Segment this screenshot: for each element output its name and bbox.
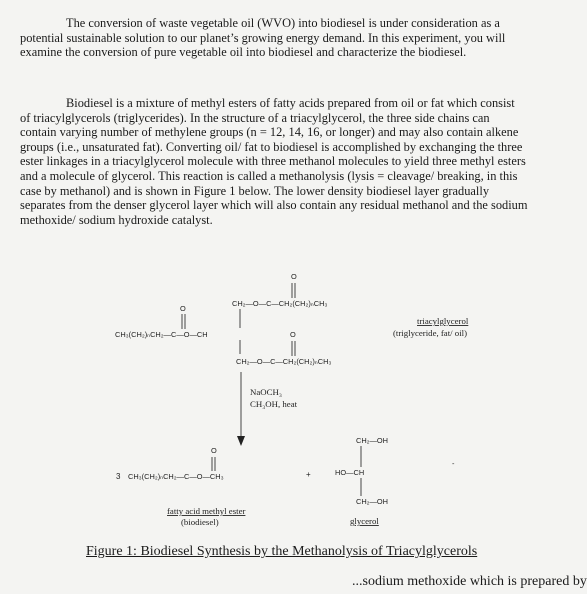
- tg-top-ester-row: CH₂—O—C—CH₂(CH₂)ₙCH₃: [232, 299, 328, 308]
- methyl-ester-formula: CH₃(CH₂)ₙCH₂—C—O—CH₃: [128, 472, 224, 481]
- tg-left-carbonyl-o: O: [180, 304, 186, 313]
- glycerol-bottom: CH₂—OH: [356, 497, 389, 506]
- reagent-line-2: CH₃OH, heat: [250, 399, 298, 409]
- methyl-ester-desc: (biodiesel): [181, 517, 219, 527]
- tg-left-ester-row: CH₃(CH₂)ₙCH₂—C—O—CH: [115, 330, 208, 339]
- triacylglycerol-desc: (triglyceride, fat/ oil): [393, 328, 468, 338]
- continuation-text: ...sodium methoxide which is prepared by: [352, 574, 587, 589]
- intro-paragraph: The conversion of waste vegetable oil (WVO) into biodiesel is under consideration as a potential sustainable solution to our planet’s growing energy demand. In this experiment, you will examine the conversion of pure vegetable oil into biodiesel and characterize the biodiesel.: [20, 16, 506, 60]
- plus-sign: +: [306, 470, 311, 479]
- tg-bottom-ester-row: CH₂—O—C—CH₂(CH₂)ₙCH₃: [236, 357, 332, 366]
- triacylglycerol-label: triacylglycerol: [417, 316, 469, 326]
- glycerol-top: CH₂—OH: [356, 436, 389, 445]
- methyl-ester-label: fatty acid methyl ester: [167, 506, 246, 516]
- body-paragraph: Biodiesel is a mixture of methyl esters of fatty acids prepared from oil or fat which consist of triacylglycerols (triglycerides). In the structure of a triacylglycerol, the three side chains can contain varying number of methylene groups (n = 12, 14, 16, or longer) and may also contain alkene groups (i.e., unsaturated fat). Converting oil/ fat to biodiesel is accomplished by exchanging the three ester linkages in a triacylglycerol molecule with three methanol molecules to yield three methyl esters and a molecule of glycerol. This reaction is called a methanolysis (lysis = cleavage/ breaking, in this case by methanol) and is shown in Figure 1 below. The lower density biodiesel layer gradually separates from the denser glycerol layer which will also contain any residual methanol and the sodium methoxide/ sodium hydroxide catalyst.: [20, 96, 528, 227]
- tg-top-carbonyl-o: O: [291, 272, 297, 281]
- figure-caption: Figure 1: Biodiesel Synthesis by the Methanolysis of Triacylglycerols: [86, 544, 478, 559]
- product-coefficient: 3: [116, 472, 121, 481]
- glycerol-middle: HO—CH: [335, 468, 365, 477]
- tg-bottom-carbonyl-o: O: [290, 330, 296, 339]
- stray-dash: -: [452, 459, 455, 468]
- reaction-arrow-head: [237, 436, 245, 446]
- reagent-line-1: NaOCH₃: [250, 387, 282, 397]
- product-carbonyl-o: O: [211, 446, 217, 455]
- glycerol-label: glycerol: [350, 516, 379, 526]
